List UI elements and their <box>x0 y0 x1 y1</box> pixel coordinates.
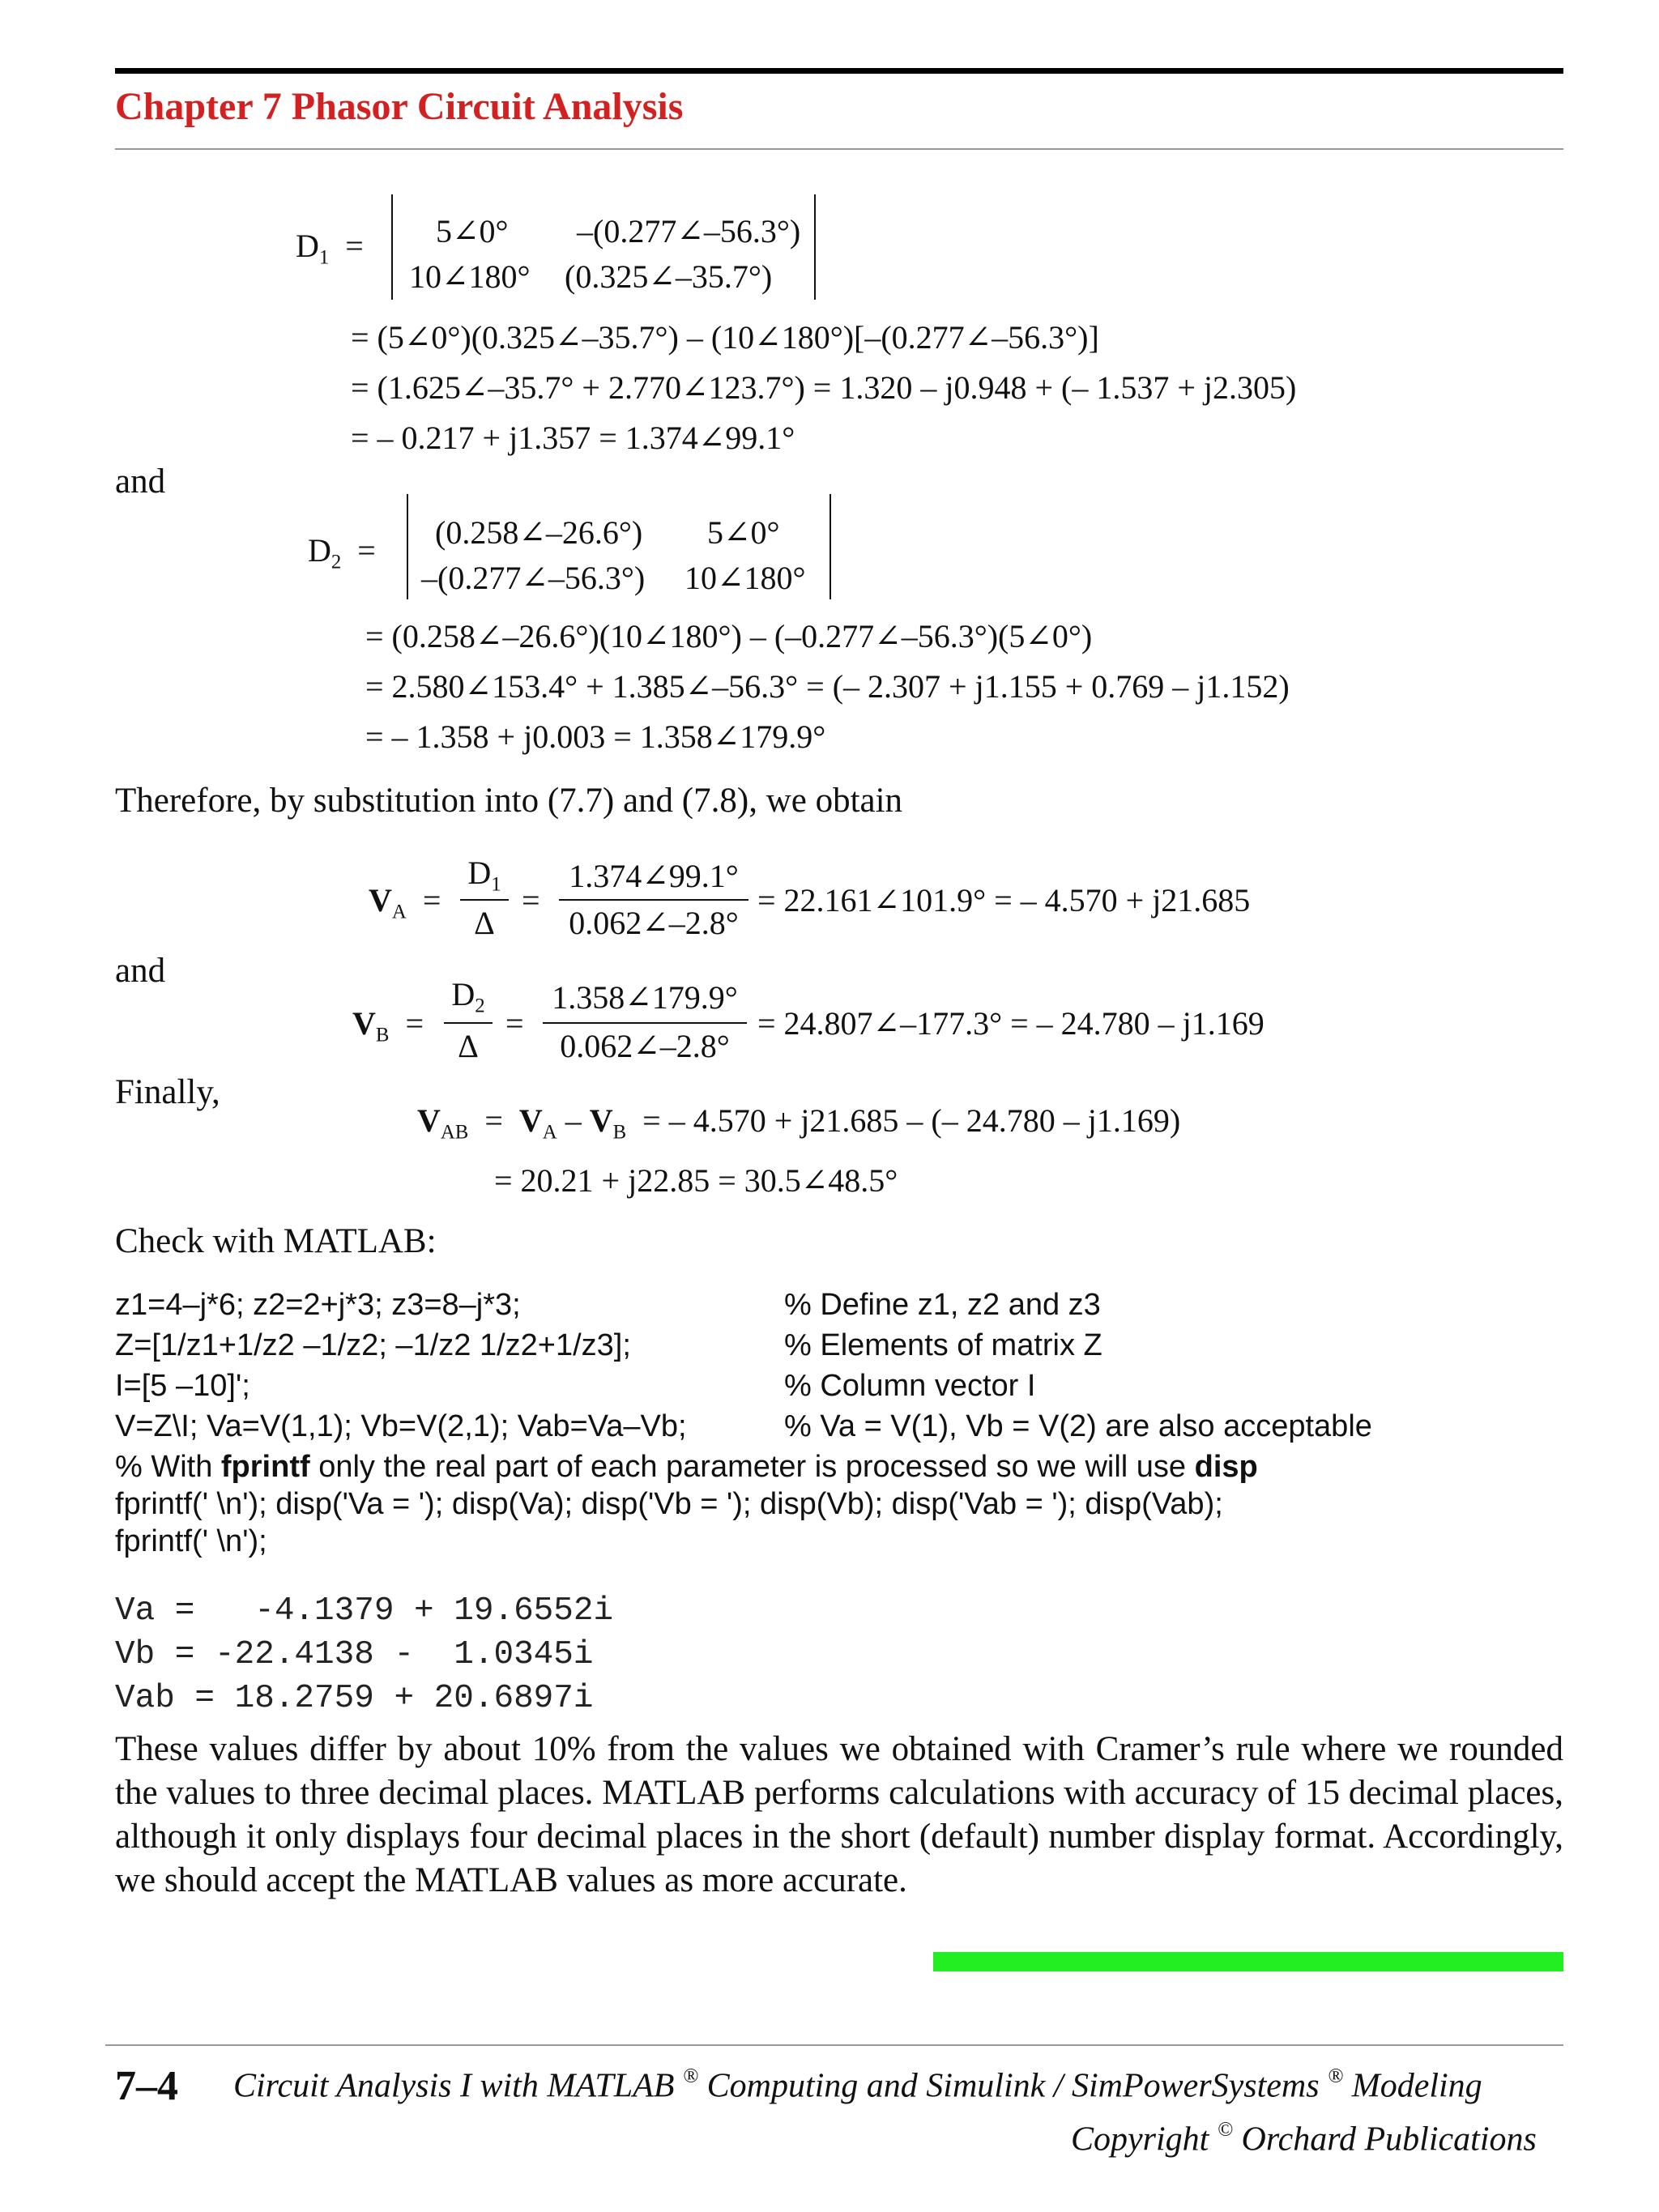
output-vab: Vab = 18.2759 + 20.6897i <box>115 1680 594 1717</box>
d1-line2: = (1.625∠–35.7° + 2.770∠123.7°) = 1.320 – j0.948 + (– 1.537 + j2.305) <box>351 369 1297 406</box>
conclusion-paragraph: These values differ by about 10% from the values we obtained with Cramer’s rule where we rounded the values to three decimal places. MATLAB performs calculations with accuracy of 15 decimal places, although it only displays four decimal places in the short (default) number display format. Accordingly, we should accept the MATLAB values as more accurate. <box>115 1730 1563 1899</box>
d1-r1c1: 5∠0° <box>436 213 509 249</box>
code-line-1: z1=4–j*6; z2=2+j*3; z3=8–j*3; <box>115 1288 521 1322</box>
va-frac1-den: Δ <box>474 905 495 941</box>
finally-label: Finally, <box>115 1073 220 1111</box>
vb-frac2-den: 0.062∠–2.8° <box>560 1028 730 1064</box>
d1-label: $D_1$ = <box>296 228 364 269</box>
output-va: Va = -4.1379 + 19.6552i <box>115 1592 614 1630</box>
va-frac1-bar <box>460 899 509 901</box>
d2-r1c2: 5∠0° <box>707 514 780 551</box>
footer-divider <box>105 2044 1563 2046</box>
and-2: and <box>115 952 166 990</box>
va-frac1-num: $D_1$ <box>467 855 501 896</box>
d1-line3: = – 0.217 + j1.357 = 1.374∠99.1° <box>351 420 795 456</box>
check-matlab-label: Check with MATLAB: <box>115 1222 437 1260</box>
page-number: 7–4 <box>115 2063 178 2109</box>
header-divider <box>115 148 1563 150</box>
va-eq2: = <box>522 882 540 918</box>
code-comment-3: % Column vector I <box>784 1369 1036 1403</box>
code-comment-1: % Define z1, z2 and z3 <box>784 1288 1101 1322</box>
end-of-example-bar <box>933 1952 1563 1971</box>
d2-label: $D_2$ = <box>308 532 376 573</box>
va-label: $V_A$ = <box>369 882 441 923</box>
vb-frac1-num: $D_2$ <box>451 976 485 1017</box>
code-line-4: V=Z\I; Va=V(1,1); Vb=V(2,1); Vab=Va–Vb; <box>115 1409 687 1443</box>
vb-label: $V_B$ = <box>352 1005 424 1046</box>
code-line-5: % With fprintf only the real part of each parameter is processed so we will use disp <box>115 1450 1258 1484</box>
d2-line3: = – 1.358 + j0.003 = 1.358∠179.9° <box>365 718 826 755</box>
d1-line1: = (5∠0°)(0.325∠–35.7°) – (10∠180°)[–(0.277∠–56.3°)] <box>351 319 1099 356</box>
vb-frac1-bar <box>444 1022 493 1024</box>
va-frac2-den: 0.062∠–2.8° <box>569 905 739 941</box>
chapter-heading: Chapter 7 Phasor Circuit Analysis <box>115 85 684 128</box>
va-frac2-bar <box>559 899 748 901</box>
vb-frac2-num: 1.358∠179.9° <box>552 979 738 1016</box>
vab-line1: $V_{AB} = V_A - V_B$ = – 4.570 + j21.685 – (– 24.780 – j1.169) <box>417 1102 1181 1144</box>
va-result: = 22.161∠101.9° = – 4.570 + j21.685 <box>757 882 1251 918</box>
book-title: Circuit Analysis I with MATLAB ® Computing and Simulink / SimPowerSystems ® Modeling <box>233 2065 1482 2105</box>
copyright-line: Copyright © Orchard Publications <box>1071 2119 1537 2159</box>
and-1: and <box>115 462 166 501</box>
code-line-2: Z=[1/z1+1/z2 –1/z2; –1/z2 1/z2+1/z3]; <box>115 1328 631 1362</box>
code-line-3: I=[5 –10]'; <box>115 1369 250 1403</box>
code-line-7: fprintf(' \n'); <box>115 1524 267 1558</box>
d1-r2c2: (0.325∠–35.7°) <box>565 258 773 295</box>
d2-r2c1: –(0.277∠–56.3°) <box>421 560 646 596</box>
code-line-6: fprintf(' \n'); disp('Va = '); disp(Va); disp('Vb = '); disp(Vb); disp('Vab = '); disp(Vab); <box>115 1487 1223 1521</box>
va-frac2-num: 1.374∠99.1° <box>569 858 739 894</box>
d2-r2c2: 10∠180° <box>684 560 806 596</box>
d1-r1c2: –(0.277∠–56.3°) <box>577 213 801 249</box>
d2-line1: = (0.258∠–26.6°)(10∠180°) – (–0.277∠–56.3°)(5∠0°) <box>365 618 1093 654</box>
vb-frac2-bar <box>543 1022 747 1024</box>
vab-line2: = 20.21 + j22.85 = 30.5∠48.5° <box>494 1162 898 1199</box>
vb-result: = 24.807∠–177.3° = – 24.780 – j1.169 <box>757 1005 1265 1042</box>
output-vb: Vb = -22.4138 - 1.0345i <box>115 1636 594 1673</box>
d2-r1c1: (0.258∠–26.6°) <box>435 514 643 551</box>
therefore-sentence: Therefore, by substitution into (7.7) and (7.8), we obtain <box>115 782 903 820</box>
vb-frac1-den: Δ <box>458 1028 479 1064</box>
d2-line2: = 2.580∠153.4° + 1.385∠–56.3° = (– 2.307 + j1.155 + 0.769 – j1.152) <box>365 668 1290 705</box>
code-comment-4: % Va = V(1), Vb = V(2) are also acceptable <box>784 1409 1372 1443</box>
vb-eq2: = <box>505 1005 524 1042</box>
code-comment-2: % Elements of matrix Z <box>784 1328 1102 1362</box>
d1-r2c1: 10∠180° <box>409 258 531 295</box>
header-rule <box>115 68 1563 74</box>
